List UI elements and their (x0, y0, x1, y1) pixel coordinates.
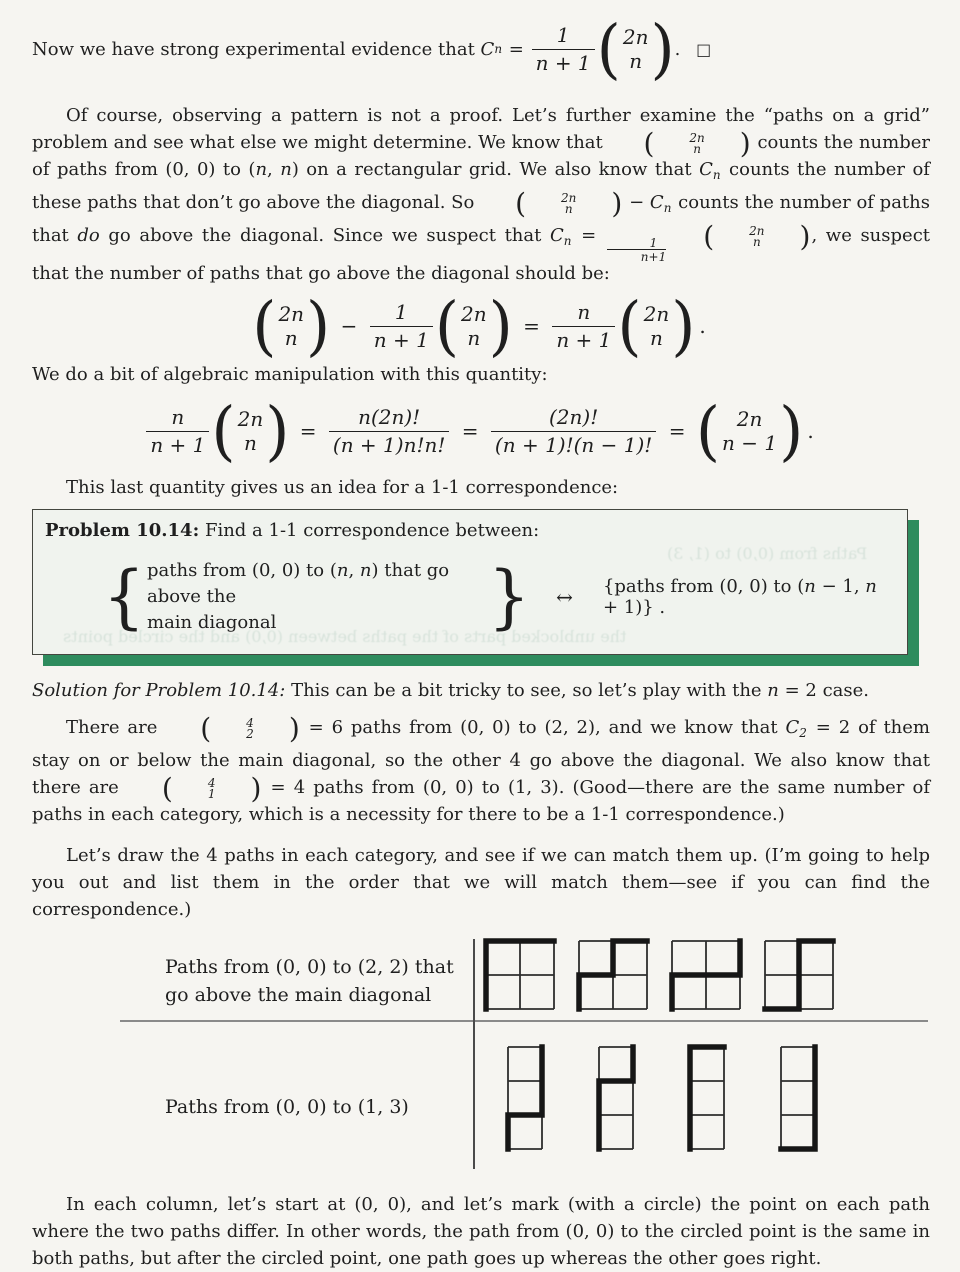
set-line-1: paths from (0, 0) to (n, n) that go above the (147, 560, 450, 607)
equation-algebra-chain: $\frac{n}{n + 1}$ ( 2n n ) = $\frac{n(2n)!}{(n + 1)n!n!}$ = $\frac{(2n)!}{(n + 1)!(n - 1)!}$ = ( 2n n − 1 ) . (32, 400, 930, 462)
right-brace: } (488, 556, 531, 637)
problem-number-label: Problem 10.14: (45, 520, 200, 541)
set-description-right: {paths from (0, 0) to (n − 1, n + 1)} . (602, 576, 877, 618)
problem-box (32, 509, 908, 655)
paragraph-counting-paths: There are ( 4 2 ) = 6 paths from (0, 0) to (2, 2), and we know that $C_2 = 2$ of them stay on or below the main diagonal, so the other 4 go above the diagonal. We also know that there are ( 4 1 ) = 4 paths from (0, 0) to (1, 3). (Good—there are the same number of paths in each category, which is a necessity for there to be a 1-1 correspondence.) (32, 712, 930, 825)
path-diagram (482, 937, 558, 1013)
figure-row1-label (165, 953, 454, 1009)
path-diagram (777, 1043, 819, 1153)
paragraph-of-course: Of course, observing a pattern is not a proof. Let’s further examine the “paths on a grid” problem and see what else we might determine. We know that ( 2n n ) counts the number of paths from (0, 0) to (n, n) on a rectangular grid. We also know that $C_n$ counts the number of these paths that don’t go above the diagonal. So ( 2n n ) − $C_n$ counts the number of paths that do go above the diagonal. Since we suspect that $C_n$ = $\frac{1}{n+1}$ ( 2n n ) , we suspect that the number of paths that go above the diagonal should be: (32, 105, 931, 284)
problem-title (45, 518, 895, 544)
set-description-left (145, 558, 488, 636)
paragraph-algebraic-manipulation: We do a bit of algebraic manipulation with this quantity: (32, 364, 548, 385)
figure-divider-horizontal (120, 1020, 928, 1022)
paragraph-lets-draw: Let’s draw the 4 paths in each category, and see if we can match them up. (I’m going to help you out and list them in the order that we will match them—see if you can find the correspondence.) (32, 845, 930, 920)
left-brace: { (103, 556, 145, 637)
correspondence-statement (103, 558, 895, 636)
figure-row1-grids (482, 937, 837, 1013)
figure-row2-label-line1: Paths from (0, 0) to (1, 3) (165, 1096, 409, 1118)
figure-row1-label-line1: Paths from (0, 0) to (2, 2) that (165, 956, 454, 978)
path-diagram (668, 937, 744, 1013)
set-line-2: main diagonal (147, 612, 277, 633)
path-diagram (686, 1043, 728, 1153)
figure-row2-label (165, 1093, 409, 1121)
paragraph-last-quantity: This last quantity gives us an idea for a 1-1 correspondence: (66, 477, 619, 498)
figure-row2-grids (504, 1043, 819, 1153)
path-diagram (504, 1043, 546, 1153)
paragraph-experimental-evidence: Now we have strong experimental evidence that C n = $\frac{1}{n + 1}$ ( 2n n ) . □ (32, 10, 712, 87)
equation-paths-above-diagonal: ( 2n n ) − $\frac{1}{n + 1}$ ( 2n n ) = $\frac{n}{n + 1}$ ( 2n n ) . (252, 287, 706, 364)
path-diagram (761, 937, 837, 1013)
paths-figure (32, 933, 930, 1179)
bidirectional-arrow-icon: ↔ (556, 585, 573, 609)
figure-divider-vertical (473, 939, 475, 1169)
paragraph-circle-marking: In each column, let’s start at (0, 0), and let’s mark (with a circle) the point on each path where the two paths differ. In other words, the path from (0, 0) to the circled point is the same in both paths, but after the circled point, one path goes up whereas the other goes right. (32, 1194, 930, 1269)
paragraph-solution-intro: Solution for Problem 10.14: This can be a bit tricky to see, so let’s play with the n = 2 case. (32, 680, 870, 701)
bleed-through-text: the unblocked parts of the paths between (0,0) and the circled points (63, 627, 627, 646)
path-diagram (595, 1043, 637, 1153)
figure-row1-label-line2: go above the main diagonal (165, 984, 432, 1006)
bleed-through-text: Paths from (0,0) to (1, 3) (666, 544, 867, 563)
path-diagram (575, 937, 651, 1013)
problem-statement: Find a 1-1 correspondence between: (199, 520, 540, 541)
